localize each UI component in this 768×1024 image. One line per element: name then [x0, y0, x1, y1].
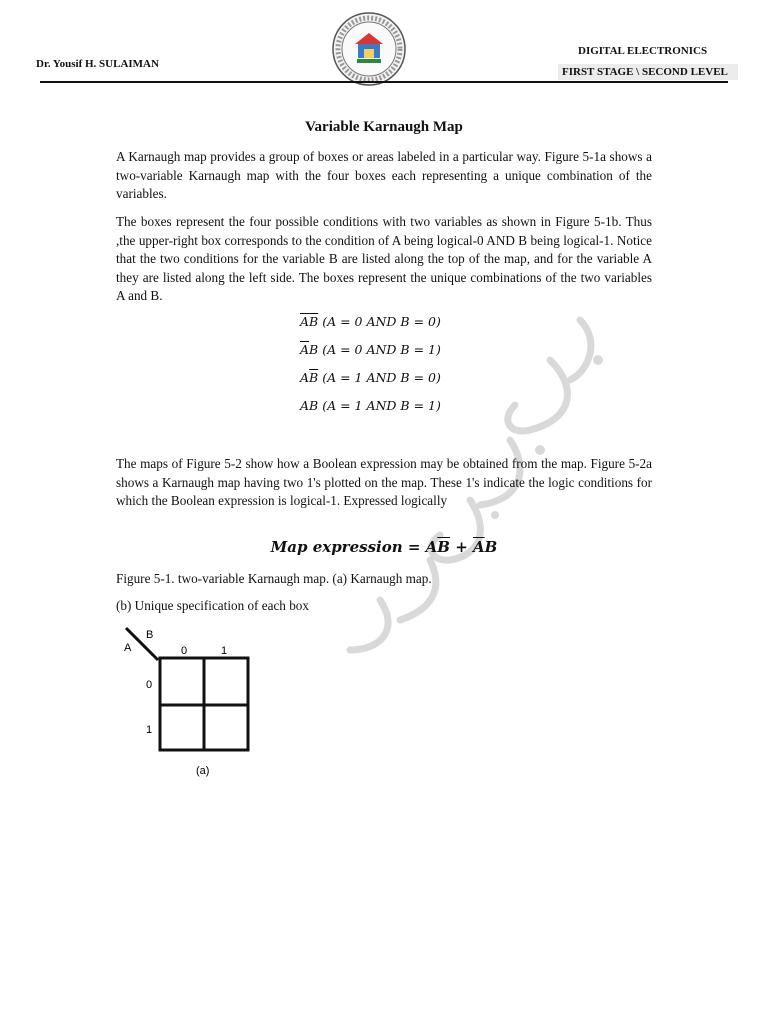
term1-a: A — [425, 538, 438, 556]
condition-text: (A = 1 AND B = 1) — [322, 398, 441, 413]
course-stage: FIRST STAGE \ SECOND LEVEL — [558, 64, 738, 80]
row-label-0: 0 — [146, 679, 153, 691]
condition-text: (A = 1 AND B = 0) — [322, 370, 441, 385]
course-name: DIGITAL ELECTRONICS — [578, 45, 708, 57]
condition-line — [300, 370, 441, 385]
map-subcaption: (a) — [196, 765, 210, 777]
a-plain: A — [300, 398, 310, 413]
university-seal-logo — [331, 11, 407, 87]
a-complement: $\overline{A}$ — [300, 314, 310, 329]
a-complement: $\overline{A}$ — [300, 342, 310, 357]
b-complement: $\overline{B}$ — [309, 370, 319, 385]
figure-caption-b: (b) Unique specification of each box — [116, 598, 309, 613]
condition-line — [300, 398, 441, 413]
map-expression — [0, 538, 768, 556]
term2-a-complement: $\overline{A}$ — [472, 538, 485, 556]
b-complement: $\overline{B}$ — [309, 314, 319, 329]
row-label-1: 1 — [146, 724, 153, 736]
page-title: Variable Karnaugh Map — [305, 119, 463, 135]
col-label-0: 0 — [181, 645, 188, 657]
author-name: Dr. Yousif H. SULAIMAN — [36, 58, 159, 70]
term1-b-complement: $\overline{B}$ — [437, 538, 450, 556]
condition-text: (A = 0 AND B = 0) — [322, 314, 441, 329]
condition-line — [300, 314, 441, 329]
plus-sign: + — [449, 538, 473, 556]
col-label-1: 1 — [221, 645, 228, 657]
karnaugh-map — [118, 622, 268, 782]
expression-lhs: Map expression = — [270, 538, 426, 556]
col-variable-label: B — [146, 629, 154, 641]
condition-text: (A = 0 AND B = 1) — [322, 342, 441, 357]
paragraph-map-expression: The maps of Figure 5-2 show how a Boolean expression may be obtained from the map. Figure 5-2a shows a Karnaugh map having two 1's plotted on the map. These 1's indicate the logic conditions for which the Boolean expression is logical-1. Expressed logically — [116, 456, 652, 508]
paragraph-boxes: The boxes represent the four possible conditions with two variables as shown in Figure 5-1b. Thus ,the upper-right box corresponds to the condition of A being logical-0 AND B being logical-1. Notice that the two conditions for the variable B are listed along the top of the map, and for the variable A they are listed along the left side. The boxes represent the unique combinations of the two variables A and B. — [116, 214, 652, 303]
figure-caption: Figure 5-1. two-variable Karnaugh map. (a) Karnaugh map. — [116, 571, 432, 586]
paragraph-intro: A Karnaugh map provides a group of boxes or areas labeled in a particular way. Figure 5-1a shows a two-variable Karnaugh map with the four boxes each representing a unique combination of the variables. — [116, 149, 652, 201]
header-divider — [40, 81, 728, 83]
b-plain: B — [309, 342, 319, 357]
b-plain: B — [309, 398, 319, 413]
condition-line — [300, 342, 441, 357]
row-variable-label: A — [124, 642, 132, 654]
a-plain: A — [300, 370, 310, 385]
term2-b: B — [484, 538, 498, 556]
